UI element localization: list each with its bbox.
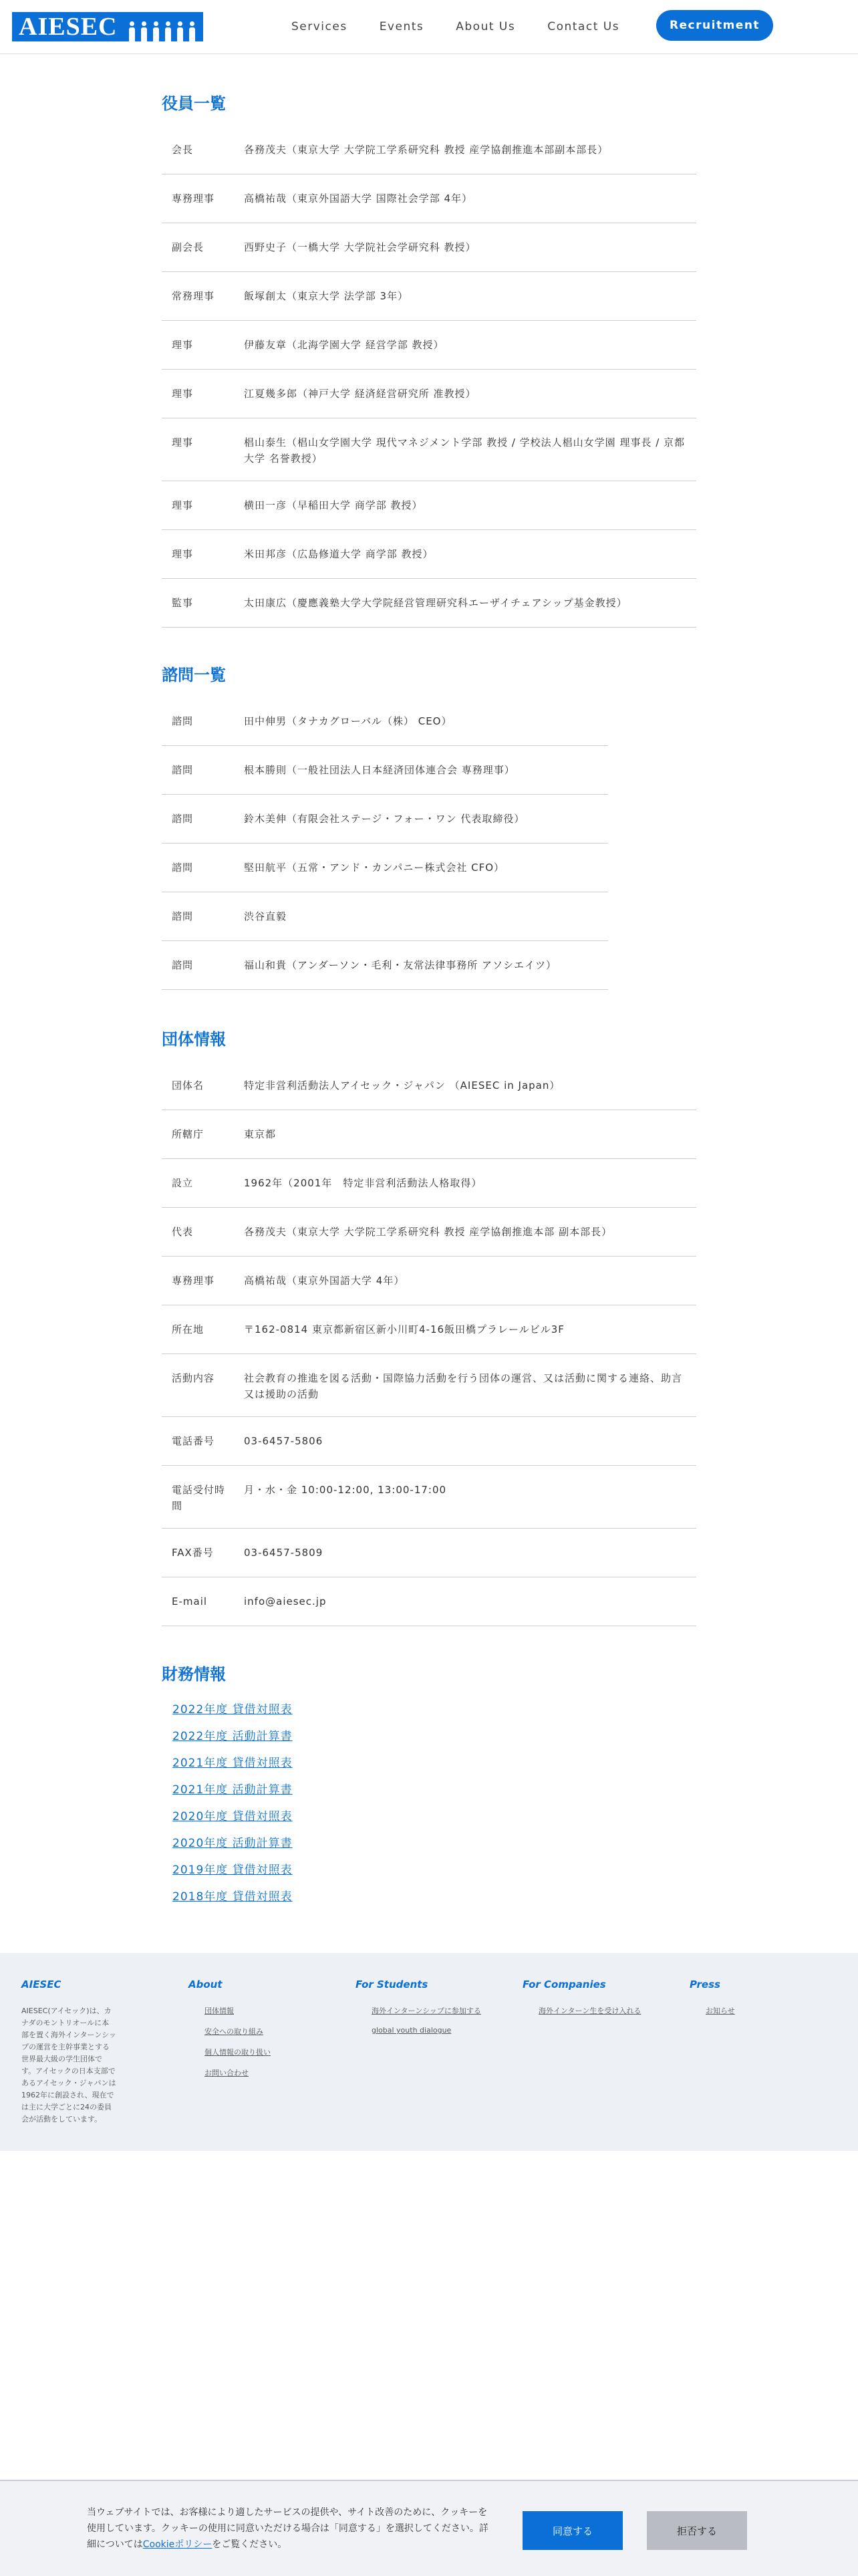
row-value: 横田一彦（早稲田大学 商学部 教授）: [244, 499, 423, 511]
table-row: [162, 795, 608, 844]
site-footer: [0, 1953, 858, 2151]
table-row: [162, 1529, 696, 1577]
row-key: 諮問: [172, 764, 194, 776]
main-nav: [291, 0, 652, 53]
aiesec-logo[interactable]: [12, 12, 203, 41]
officers-title: 役員一覧: [162, 94, 226, 113]
table-row: [162, 530, 696, 579]
row-key: 理事: [172, 436, 194, 448]
org-info-table: [162, 1061, 696, 1626]
row-key: FAX番号: [172, 1547, 214, 1559]
cookie-reject-button[interactable]: 拒否する: [647, 2511, 747, 2550]
table-row: [162, 1208, 696, 1257]
row-value: 高橋祐哉（東京外国語大学 4年）: [244, 1275, 405, 1287]
row-value: info@aiesec.jp: [244, 1595, 327, 1607]
table-row: [162, 579, 696, 628]
footer-col-companies: [523, 1978, 641, 2026]
row-key: 副会長: [172, 241, 204, 253]
row-value: 03-6457-5809: [244, 1547, 323, 1559]
row-value: 〒162-0814 東京都新宿区新小川町4-16飯田橋プラレールビル3F: [244, 1323, 565, 1335]
table-row: [162, 1354, 696, 1417]
table-row: [162, 1577, 696, 1626]
footer-heading: Press: [690, 1978, 720, 1990]
advisors-table: [162, 697, 608, 990]
row-key: 諮問: [172, 813, 194, 825]
finance-link[interactable]: 2022年度 貸借対照表: [172, 1703, 293, 1716]
table-row: [162, 321, 696, 370]
row-value: 田中伸男（タナカグローバル（株） CEO）: [244, 715, 452, 727]
table-row: [162, 844, 608, 892]
row-key: 専務理事: [172, 1275, 215, 1287]
table-row: [162, 1159, 696, 1208]
footer-heading: About: [188, 1978, 223, 1990]
footer-link[interactable]: お知らせ: [706, 2007, 735, 2015]
table-row: [162, 1305, 696, 1354]
footer-link[interactable]: お問い合わせ: [204, 2069, 249, 2077]
row-value: 渋谷直毅: [244, 910, 287, 922]
row-key: 諮問: [172, 910, 194, 922]
row-value: 飯塚創太（東京大学 法学部 3年）: [244, 290, 409, 302]
row-value: 各務茂夫（東京大学 大学院工学系研究科 教授 産学協創推進本部 副本部長）: [244, 1226, 613, 1238]
finance-link[interactable]: 2022年度 活動計算書: [172, 1730, 293, 1743]
footer-col-about: [188, 1978, 271, 2088]
table-row: [162, 223, 696, 272]
row-key: 所轄庁: [172, 1128, 204, 1140]
table-row: [162, 697, 608, 746]
row-value: 福山和貴（アンダーソン・毛利・友常法律事務所 アソシエイツ）: [244, 959, 557, 971]
row-key: 常務理事: [172, 290, 215, 302]
row-value: 社会教育の推進を図る活動・国際協力活動を行う団体の運営、又は活動に関する連絡、助言又は援助の活動: [244, 1372, 683, 1400]
row-key: 諮問: [172, 715, 194, 727]
table-row: [162, 1257, 696, 1305]
finance-link[interactable]: 2019年度 貸借対照表: [172, 1863, 293, 1877]
table-row: [162, 418, 696, 481]
table-row: [162, 1110, 696, 1159]
row-value: 西野史子（一橋大学 大学院社会学研究科 教授）: [244, 241, 476, 253]
row-key: 会長: [172, 144, 194, 156]
table-row: [162, 370, 696, 418]
row-key: 諮問: [172, 862, 194, 874]
row-value: 東京都: [244, 1128, 277, 1140]
footer-col-press: [690, 1978, 735, 2026]
footer-col-students: [355, 1978, 481, 2047]
row-key: 理事: [172, 339, 194, 351]
finance-link[interactable]: 2021年度 貸借対照表: [172, 1757, 293, 1770]
row-value: 鈴木美伸（有限会社ステージ・フォー・ワン 代表取締役）: [244, 813, 525, 825]
table-row: [162, 1417, 696, 1466]
table-row: [162, 174, 696, 223]
row-value: 伊藤友章（北海学園大学 経営学部 教授）: [244, 339, 444, 351]
row-key: E-mail: [172, 1595, 208, 1607]
footer-col-aiesec: [21, 1978, 116, 2126]
finance-link[interactable]: 2020年度 活動計算書: [172, 1837, 293, 1850]
footer-link[interactable]: 個人情報の取り扱い: [204, 2048, 271, 2057]
row-value: 月・水・金 10:00-12:00, 13:00-17:00: [244, 1484, 447, 1496]
row-key: 活動内容: [172, 1372, 215, 1384]
row-key: 理事: [172, 499, 194, 511]
row-key: 電話番号: [172, 1435, 215, 1447]
row-value: 高橋祐哉（東京外国語大学 国際社会学部 4年）: [244, 192, 473, 205]
cookie-banner: [0, 2480, 858, 2576]
table-row: [162, 1466, 696, 1529]
table-row: [162, 1061, 696, 1110]
footer-heading: AIESEC: [21, 1978, 61, 1990]
cookie-text-end: をご覧ください。: [212, 2539, 287, 2550]
row-value: 堅田航平（五常・アンド・カンパニー株式会社 CFO）: [244, 862, 505, 874]
nav-events[interactable]: Events: [379, 20, 424, 33]
org-info-title: 団体情報: [162, 1030, 226, 1049]
finance-title: 財務情報: [162, 1665, 226, 1684]
table-row: [162, 941, 608, 990]
row-key: 理事: [172, 548, 194, 560]
row-value: 江夏幾多郎（神戸大学 経済経営研究所 准教授）: [244, 388, 476, 400]
advisors-title: 諮問一覧: [162, 666, 226, 684]
row-key: 監事: [172, 597, 194, 609]
cookie-policy-link[interactable]: Cookieポリシー: [142, 2539, 212, 2550]
row-value: 椙山泰生（椙山女学園大学 現代マネジメント学部 教授 / 学校法人椙山女学園 理事長 / 京都大学 名誉教授）: [244, 436, 686, 465]
row-key: 電話受付時間: [172, 1484, 226, 1512]
table-row: [162, 746, 608, 795]
nav-about-us[interactable]: About Us: [456, 20, 516, 33]
site-header: [0, 0, 858, 54]
row-value: 03-6457-5806: [244, 1435, 323, 1447]
finance-link[interactable]: 2021年度 活動計算書: [172, 1783, 293, 1797]
cookie-accept-button[interactable]: 同意する: [523, 2511, 623, 2550]
footer-heading: For Companies: [523, 1978, 606, 1990]
footer-link[interactable]: 海外インターンシップに参加する: [372, 2007, 481, 2015]
table-row: [162, 481, 696, 530]
footer-link[interactable]: 安全への取り組み: [204, 2027, 263, 2036]
table-row: [162, 126, 696, 174]
row-key: 設立: [172, 1177, 194, 1189]
finance-link[interactable]: 2018年度 貸借対照表: [172, 1890, 293, 1904]
row-key: 代表: [172, 1226, 194, 1238]
table-row: [162, 272, 696, 321]
logo-figures-icon: [124, 12, 203, 41]
footer-link[interactable]: 海外インターン生を受け入れる: [539, 2007, 641, 2015]
cookie-text: 当ウェブサイトでは、お客様により適したサービスの提供や、サイト改善のために、クッキーを使用しています。クッキーの使用に同意いただける場合は「同意する」を選択してください。詳細については: [87, 2507, 488, 2550]
row-value: 根本勝則（一般社団法人日本経済団体連合会 専務理事）: [244, 764, 515, 776]
row-value: 各務茂夫（東京大学 大学院工学系研究科 教授 産学協創推進本部副本部長）: [244, 144, 609, 156]
finance-link[interactable]: 2020年度 貸借対照表: [172, 1810, 293, 1823]
row-value: 1962年（2001年 特定非営利活動法人格取得）: [244, 1177, 482, 1189]
footer-link[interactable]: global youth dialogue: [372, 2026, 452, 2035]
row-key: 諮問: [172, 959, 194, 971]
nav-services[interactable]: Services: [291, 20, 347, 33]
row-key: 所在地: [172, 1323, 204, 1335]
footer-heading: For Students: [355, 1978, 428, 1990]
nav-contact-us[interactable]: Contact Us: [547, 20, 620, 33]
cookie-message: [87, 2504, 494, 2553]
finance-links: [172, 1700, 293, 1914]
officers-table: [162, 126, 696, 628]
row-key: 団体名: [172, 1079, 204, 1091]
row-value: 特定非営利活動法人アイセック・ジャパン （AIESEC in Japan）: [244, 1079, 561, 1091]
row-key: 理事: [172, 388, 194, 400]
table-row: [162, 892, 608, 941]
footer-link[interactable]: 団体情報: [204, 2007, 234, 2015]
recruitment-button[interactable]: Recruitment: [656, 10, 773, 41]
row-value: 太田康広（慶應義塾大学大学院経営管理研究科エーザイチェアシップ基金教授）: [244, 597, 627, 609]
footer-description: AIESEC(アイセック)は、カナダのモントリオールに本部を置く海外インターンシップの運営を主幹事業とする世界最大級の学生団体です。アイセックの日本支部であるアイセック・ジャパンは1962年に創設され、現在では主に大学ごとに24の委員会が活動をしています。: [21, 2007, 116, 2123]
row-key: 専務理事: [172, 192, 215, 205]
logo-wordmark: AIESEC: [12, 12, 124, 41]
row-value: 米田邦彦（広島修道大学 商学部 教授）: [244, 548, 434, 560]
